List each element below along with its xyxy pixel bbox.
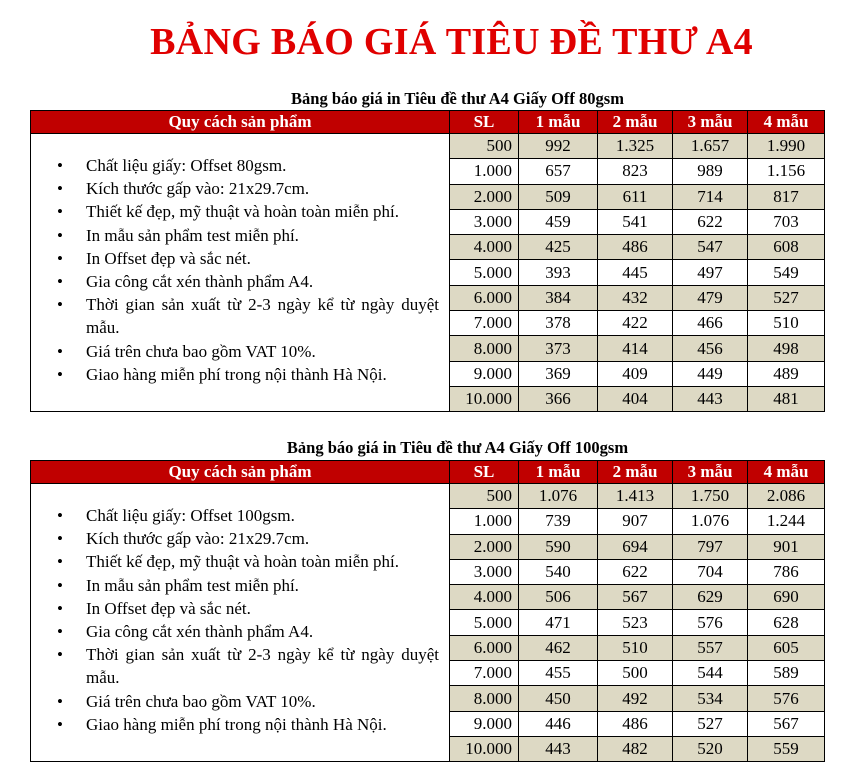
price-cell: 992 — [519, 134, 598, 159]
price-cell: 2.086 — [748, 484, 825, 509]
price-cell: 1.413 — [598, 484, 673, 509]
spec-text: Thời gian sản xuất từ 2-3 ngày kể từ ngày duyệt mẫu. — [86, 645, 439, 688]
product-spec-cell — [31, 134, 450, 412]
price-cell: 576 — [748, 686, 825, 711]
bullet-icon: • — [57, 529, 63, 549]
quantity-cell: 8.000 — [450, 686, 519, 711]
spec-text: Giao hàng miễn phí trong nội thành Hà Nội. — [86, 714, 387, 734]
price-cell: 497 — [673, 260, 748, 285]
price-cell: 498 — [748, 336, 825, 361]
price-cell: 1.156 — [748, 159, 825, 184]
price-cell: 576 — [673, 610, 748, 635]
bullet-icon: • — [57, 295, 63, 315]
price-cell: 486 — [598, 711, 673, 736]
price-cell: 541 — [598, 209, 673, 234]
column-header: 3 mẫu — [673, 111, 748, 134]
spec-text: Thời gian sản xuất từ 2-3 ngày kể từ ngày duyệt mẫu. — [86, 295, 439, 338]
price-cell: 482 — [598, 736, 673, 761]
price-cell: 486 — [598, 235, 673, 260]
page-title: BẢNG BÁO GIÁ TIÊU ĐỀ THƯ A4 — [150, 21, 753, 63]
bullet-icon: • — [57, 248, 63, 268]
bullet-icon: • — [57, 179, 63, 199]
bullet-icon: • — [57, 225, 63, 245]
quantity-cell: 1.000 — [450, 159, 519, 184]
spec-item — [53, 247, 439, 270]
column-header: 1 mẫu — [519, 461, 598, 484]
price-cell: 527 — [748, 285, 825, 310]
spec-text: In Offset đẹp và sắc nét. — [86, 248, 251, 268]
price-table-100gsm — [30, 460, 825, 762]
quantity-cell: 9.000 — [450, 361, 519, 386]
price-cell: 739 — [519, 509, 598, 534]
spec-text: In Offset đẹp và sắc nét. — [86, 598, 251, 618]
price-cell: 456 — [673, 336, 748, 361]
price-cell: 523 — [598, 610, 673, 635]
price-cell: 786 — [748, 559, 825, 584]
header-row — [31, 111, 825, 134]
quantity-cell: 7.000 — [450, 661, 519, 686]
quantity-cell: 4.000 — [450, 235, 519, 260]
quantity-cell: 6.000 — [450, 285, 519, 310]
price-cell: 690 — [748, 585, 825, 610]
price-cell: 559 — [748, 736, 825, 761]
price-cell: 590 — [519, 534, 598, 559]
bullet-icon: • — [57, 691, 63, 711]
price-cell: 455 — [519, 661, 598, 686]
spec-item — [53, 597, 439, 620]
bullet-icon: • — [57, 156, 63, 175]
spec-item — [53, 363, 439, 386]
spec-item — [53, 620, 439, 643]
price-cell: 823 — [598, 159, 673, 184]
price-cell: 657 — [519, 159, 598, 184]
price-cell: 393 — [519, 260, 598, 285]
price-cell: 629 — [673, 585, 748, 610]
column-header: 4 mẫu — [748, 461, 825, 484]
price-cell: 466 — [673, 311, 748, 336]
column-header: 1 mẫu — [519, 111, 598, 134]
quantity-cell: 9.000 — [450, 711, 519, 736]
price-cell: 369 — [519, 361, 598, 386]
price-cell: 384 — [519, 285, 598, 310]
column-header: Quy cách sản phẩm — [31, 461, 450, 484]
spec-item — [53, 177, 439, 200]
price-cell: 567 — [748, 711, 825, 736]
price-cell: 544 — [673, 661, 748, 686]
price-cell: 366 — [519, 386, 598, 411]
quantity-cell: 2.000 — [450, 534, 519, 559]
price-cell: 605 — [748, 635, 825, 660]
header-row — [31, 461, 825, 484]
quantity-cell: 4.000 — [450, 585, 519, 610]
price-cell: 404 — [598, 386, 673, 411]
price-cell: 510 — [748, 311, 825, 336]
price-cell: 1.750 — [673, 484, 748, 509]
price-cell: 449 — [673, 361, 748, 386]
quantity-cell: 3.000 — [450, 559, 519, 584]
bullet-icon: • — [57, 364, 63, 384]
bullet-icon: • — [57, 575, 63, 595]
quantity-cell: 5.000 — [450, 610, 519, 635]
bullet-icon: • — [57, 202, 63, 222]
spec-text: In mẫu sản phẩm test miễn phí. — [86, 575, 299, 595]
price-cell: 817 — [748, 184, 825, 209]
price-cell: 622 — [673, 209, 748, 234]
bullet-icon: • — [57, 645, 63, 665]
spec-item — [53, 340, 439, 363]
price-cell: 481 — [748, 386, 825, 411]
price-cell: 373 — [519, 336, 598, 361]
spec-item — [53, 550, 439, 573]
price-cell: 797 — [673, 534, 748, 559]
price-cell: 622 — [598, 559, 673, 584]
quantity-cell: 500 — [450, 134, 519, 159]
price-cell: 443 — [673, 386, 748, 411]
quantity-cell: 2.000 — [450, 184, 519, 209]
price-cell: 608 — [748, 235, 825, 260]
spec-text: Thiết kế đẹp, mỹ thuật và hoàn toàn miễn phí. — [86, 552, 400, 572]
price-cell: 549 — [748, 260, 825, 285]
bullet-icon: • — [57, 622, 63, 642]
price-cell: 446 — [519, 711, 598, 736]
price-cell: 714 — [673, 184, 748, 209]
table-subtitle-80gsm: Bảng báo giá in Tiêu đề thư A4 Giấy Off 80gsm — [291, 89, 624, 108]
table-subtitle-100gsm: Bảng báo giá in Tiêu đề thư A4 Giấy Off 100gsm — [286, 438, 629, 457]
quantity-cell: 500 — [450, 484, 519, 509]
column-header: 2 mẫu — [598, 461, 673, 484]
price-cell: 540 — [519, 559, 598, 584]
spec-text: Kích thước gấp vào: 21x29.7cm. — [86, 179, 310, 199]
product-spec-cell — [31, 484, 450, 762]
price-cell: 1.990 — [748, 134, 825, 159]
spec-list — [53, 154, 439, 386]
spec-item — [53, 574, 439, 597]
price-cell: 534 — [673, 686, 748, 711]
price-cell: 989 — [673, 159, 748, 184]
price-cell: 557 — [673, 635, 748, 660]
column-header: 2 mẫu — [598, 111, 673, 134]
quantity-cell: 7.000 — [450, 311, 519, 336]
bullet-icon: • — [57, 598, 63, 618]
price-cell: 703 — [748, 209, 825, 234]
price-cell: 694 — [598, 534, 673, 559]
price-cell: 628 — [748, 610, 825, 635]
column-header: 4 mẫu — [748, 111, 825, 134]
spec-text: Gia công cắt xén thành phẩm A4. — [86, 622, 314, 642]
spec-text: Giá trên chưa bao gồm VAT 10%. — [86, 691, 316, 711]
column-header: 3 mẫu — [673, 461, 748, 484]
price-cell: 1.244 — [748, 509, 825, 534]
price-cell: 445 — [598, 260, 673, 285]
price-cell: 422 — [598, 311, 673, 336]
column-header: Quy cách sản phẩm — [31, 111, 450, 134]
spec-item — [53, 154, 439, 177]
price-cell: 611 — [598, 184, 673, 209]
spec-item — [53, 690, 439, 713]
price-cell: 432 — [598, 285, 673, 310]
price-cell: 500 — [598, 661, 673, 686]
price-cell: 409 — [598, 361, 673, 386]
price-cell: 1.076 — [519, 484, 598, 509]
bullet-icon: • — [57, 506, 63, 525]
price-cell: 1.325 — [598, 134, 673, 159]
quantity-cell: 1.000 — [450, 509, 519, 534]
spec-item — [53, 527, 439, 550]
price-cell: 901 — [748, 534, 825, 559]
price-table-80gsm — [30, 110, 825, 412]
quantity-cell: 10.000 — [450, 736, 519, 761]
price-cell: 425 — [519, 235, 598, 260]
price-cell: 414 — [598, 336, 673, 361]
spec-text: Kích thước gấp vào: 21x29.7cm. — [86, 529, 310, 549]
bullet-icon: • — [57, 714, 63, 734]
price-cell: 492 — [598, 686, 673, 711]
price-cell: 489 — [748, 361, 825, 386]
price-cell: 471 — [519, 610, 598, 635]
price-cell: 589 — [748, 661, 825, 686]
table-row — [31, 484, 825, 509]
bullet-icon: • — [57, 341, 63, 361]
spec-item — [53, 504, 439, 527]
price-cell: 527 — [673, 711, 748, 736]
spec-list — [53, 504, 439, 736]
price-cell: 567 — [598, 585, 673, 610]
price-cell: 443 — [519, 736, 598, 761]
spec-text: Gia công cắt xén thành phẩm A4. — [86, 272, 314, 292]
price-cell: 450 — [519, 686, 598, 711]
bullet-icon: • — [57, 272, 63, 292]
price-cell: 459 — [519, 209, 598, 234]
price-cell: 510 — [598, 635, 673, 660]
quantity-cell: 6.000 — [450, 635, 519, 660]
price-cell: 1.657 — [673, 134, 748, 159]
price-cell: 378 — [519, 311, 598, 336]
table-row — [31, 134, 825, 159]
quantity-cell: 10.000 — [450, 386, 519, 411]
price-cell: 520 — [673, 736, 748, 761]
quantity-cell: 5.000 — [450, 260, 519, 285]
spec-text: Chất liệu giấy: Offset 80gsm. — [86, 156, 287, 175]
price-cell: 462 — [519, 635, 598, 660]
bullet-icon: • — [57, 552, 63, 572]
price-cell: 1.076 — [673, 509, 748, 534]
column-header: SL — [450, 111, 519, 134]
column-header: SL — [450, 461, 519, 484]
price-cell: 907 — [598, 509, 673, 534]
spec-item — [53, 713, 439, 736]
spec-text: Chất liệu giấy: Offset 100gsm. — [86, 506, 295, 525]
spec-item — [53, 270, 439, 293]
spec-item — [53, 643, 439, 689]
spec-text: Thiết kế đẹp, mỹ thuật và hoàn toàn miễn phí. — [86, 202, 400, 222]
spec-text: In mẫu sản phẩm test miễn phí. — [86, 225, 299, 245]
price-cell: 509 — [519, 184, 598, 209]
price-cell: 479 — [673, 285, 748, 310]
price-cell: 704 — [673, 559, 748, 584]
spec-text: Giá trên chưa bao gồm VAT 10%. — [86, 341, 316, 361]
spec-item — [53, 293, 439, 339]
quantity-cell: 8.000 — [450, 336, 519, 361]
spec-text: Giao hàng miễn phí trong nội thành Hà Nội. — [86, 364, 387, 384]
spec-item — [53, 200, 439, 223]
price-cell: 506 — [519, 585, 598, 610]
price-cell: 547 — [673, 235, 748, 260]
spec-item — [53, 224, 439, 247]
quantity-cell: 3.000 — [450, 209, 519, 234]
